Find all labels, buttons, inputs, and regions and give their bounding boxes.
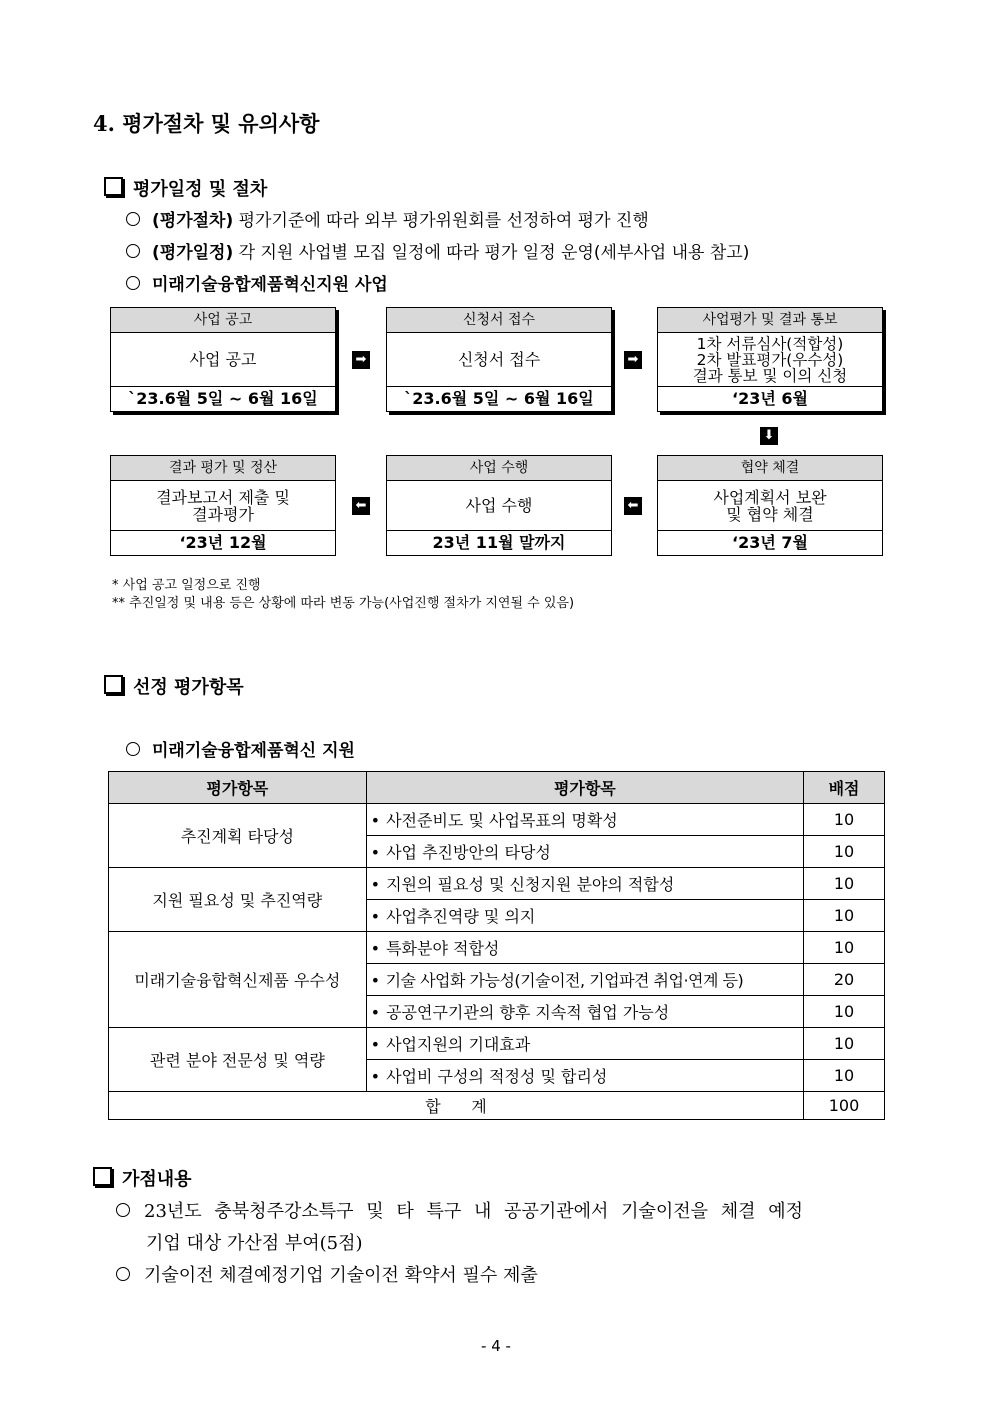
bonus-item-1-line2: 기업 대상 가산점 부여(5점)	[146, 1233, 363, 1254]
flow-box-body	[387, 333, 611, 387]
flow-body-line: 2차 발표평가(우수성)	[696, 350, 844, 369]
table-total-row	[109, 1092, 885, 1120]
criteria-program: 미래기술융합제품혁신 지원	[126, 736, 355, 761]
flow-body-line: 결과 통보 및 이의 신청	[692, 366, 848, 385]
category-cell: 추진계획 타당성	[109, 804, 367, 868]
table-row	[109, 868, 885, 900]
flow-box-head: 협약 체결	[658, 456, 882, 481]
note-2: ** 추진일정 및 내용 등은 상황에 따라 변동 가능(사업진행 절차가 지연될 수 있음)	[112, 596, 575, 611]
flow-box-foot: 23년 11월 말까지	[432, 533, 566, 552]
table-header-row	[109, 772, 885, 804]
schedule-heading: 평가일정 및 절차	[104, 175, 267, 201]
item-cell: • 사업지원의 기대효과	[366, 1028, 803, 1060]
circle-bullet-icon	[116, 1267, 130, 1281]
criteria-heading: 선정 평가항목	[104, 673, 244, 699]
flow-body-line: 사업 수행	[465, 496, 533, 515]
score-cell: 10	[804, 1028, 885, 1060]
item-cell: • 사전준비도 및 사업목표의 명확성	[366, 804, 803, 836]
circle-bullet-icon	[126, 276, 140, 290]
item-cell: • 공공연구기관의 향후 지속적 협업 가능성	[366, 996, 803, 1028]
flow-box-execution	[386, 455, 612, 556]
arrow-right-icon: ➡	[624, 351, 642, 369]
item-cell: • 사업추진역량 및 의지	[366, 900, 803, 932]
note-1: * 사업 공고 일정으로 진행	[112, 578, 261, 593]
flow-body-line: 결과평가	[192, 504, 254, 524]
flow-box-foot: ‘23년 6월	[732, 389, 808, 408]
flow-body-line: 및 협약 체결	[726, 504, 814, 524]
flow-box-foot: ‘23년 7월	[732, 533, 808, 552]
table-row	[109, 804, 885, 836]
arrow-left-icon: ⬅	[352, 497, 370, 515]
schedule-item-1: (평가절차) 평가기준에 따라 외부 평가위원회를 선정하여 평가 진행	[126, 206, 649, 231]
flow-box-foot: ‘23년 12월	[179, 533, 267, 552]
flow-body-line: 사업 공고	[189, 350, 257, 369]
item-cell: • 사업비 구성의 적정성 및 합리성	[366, 1060, 803, 1092]
score-cell: 10	[804, 996, 885, 1028]
flow-box-evaluation	[657, 307, 883, 412]
flow-body-line: 신청서 접수	[457, 350, 541, 369]
section-title: 4. 평가절차 및 유의사항	[93, 111, 320, 136]
checkbox-square-icon	[93, 1167, 112, 1186]
flow-box-head: 사업 수행	[387, 456, 611, 481]
item-cell: • 사업 추진방안의 타당성	[366, 836, 803, 868]
checkbox-square-icon	[104, 177, 123, 196]
checkbox-square-icon	[104, 675, 123, 694]
score-cell: 10	[804, 804, 885, 836]
flow-body-line: 1차 서류심사(적합성)	[696, 334, 844, 353]
score-cell: 10	[804, 932, 885, 964]
arrow-down-icon: ⬇	[760, 427, 778, 445]
total-score: 100	[804, 1092, 885, 1120]
flow-body-line: 사업계획서 보완	[713, 487, 827, 507]
flow-box-head: 결과 평가 및 정산	[111, 456, 335, 481]
item-cell: • 특화분야 적합성	[366, 932, 803, 964]
arrow-right-icon: ➡	[352, 351, 370, 369]
flow-box-body	[658, 481, 882, 531]
table-row	[109, 932, 885, 964]
flow-body-line: 결과보고서 제출 및	[156, 487, 290, 507]
score-cell: 10	[804, 900, 885, 932]
bonus-heading: 가점내용	[93, 1165, 192, 1191]
score-cell: 10	[804, 868, 885, 900]
flow-box-head: 신청서 접수	[387, 308, 611, 333]
bonus-item-2: 기술이전 체결예정기업 기술이전 확약서 필수 제출	[116, 1261, 538, 1287]
flow-box-application	[386, 307, 612, 412]
score-cell: 10	[804, 1060, 885, 1092]
arrow-left-icon: ⬅	[624, 497, 642, 515]
total-label: 합 계	[109, 1092, 804, 1120]
score-cell: 10	[804, 836, 885, 868]
page-number: - 4 -	[481, 1337, 511, 1355]
flow-box-agreement	[657, 455, 883, 556]
header-score: 배점	[804, 772, 885, 804]
item-cell: • 지원의 필요성 및 신청지원 분야의 적합성	[366, 868, 803, 900]
circle-bullet-icon	[126, 742, 140, 756]
flow-box-head: 사업평가 및 결과 통보	[658, 308, 882, 333]
header-category: 평가항목	[109, 772, 367, 804]
flow-box-body	[658, 333, 882, 387]
item-cell: • 기술 사업화 가능성(기술이전, 기업파견 취업·연계 등)	[366, 964, 803, 996]
table-row	[109, 1028, 885, 1060]
evaluation-table	[108, 771, 885, 1120]
flow-box-body	[111, 481, 335, 531]
category-cell: 미래기술융합혁신제품 우수성	[109, 932, 367, 1028]
category-cell: 관련 분야 전문성 및 역량	[109, 1028, 367, 1092]
schedule-program: 미래기술융합제품혁신지원 사업	[126, 270, 388, 295]
flow-box-body	[387, 481, 611, 531]
circle-bullet-icon	[116, 1203, 130, 1217]
flow-box-head: 사업 공고	[111, 308, 335, 333]
category-cell: 지원 필요성 및 추진역량	[109, 868, 367, 932]
circle-bullet-icon	[126, 244, 140, 258]
circle-bullet-icon	[126, 212, 140, 226]
header-item: 평가항목	[366, 772, 803, 804]
bonus-item-1: 23년도 충북청주강소특구 및 타 특구 내 공공기관에서 기술이전을 체결 예정	[116, 1197, 803, 1223]
flow-box-foot: `23.6월 5일 ~ 6월 16일	[128, 389, 318, 408]
flow-box-settlement	[110, 455, 336, 556]
flow-box-announcement	[110, 307, 336, 412]
flow-box-body	[111, 333, 335, 387]
score-cell: 20	[804, 964, 885, 996]
schedule-item-2: (평가일정) 각 지원 사업별 모집 일정에 따라 평가 일정 운영(세부사업 내용 참고)	[126, 238, 749, 263]
flow-box-foot: `23.6월 5일 ~ 6월 16일	[404, 389, 594, 408]
